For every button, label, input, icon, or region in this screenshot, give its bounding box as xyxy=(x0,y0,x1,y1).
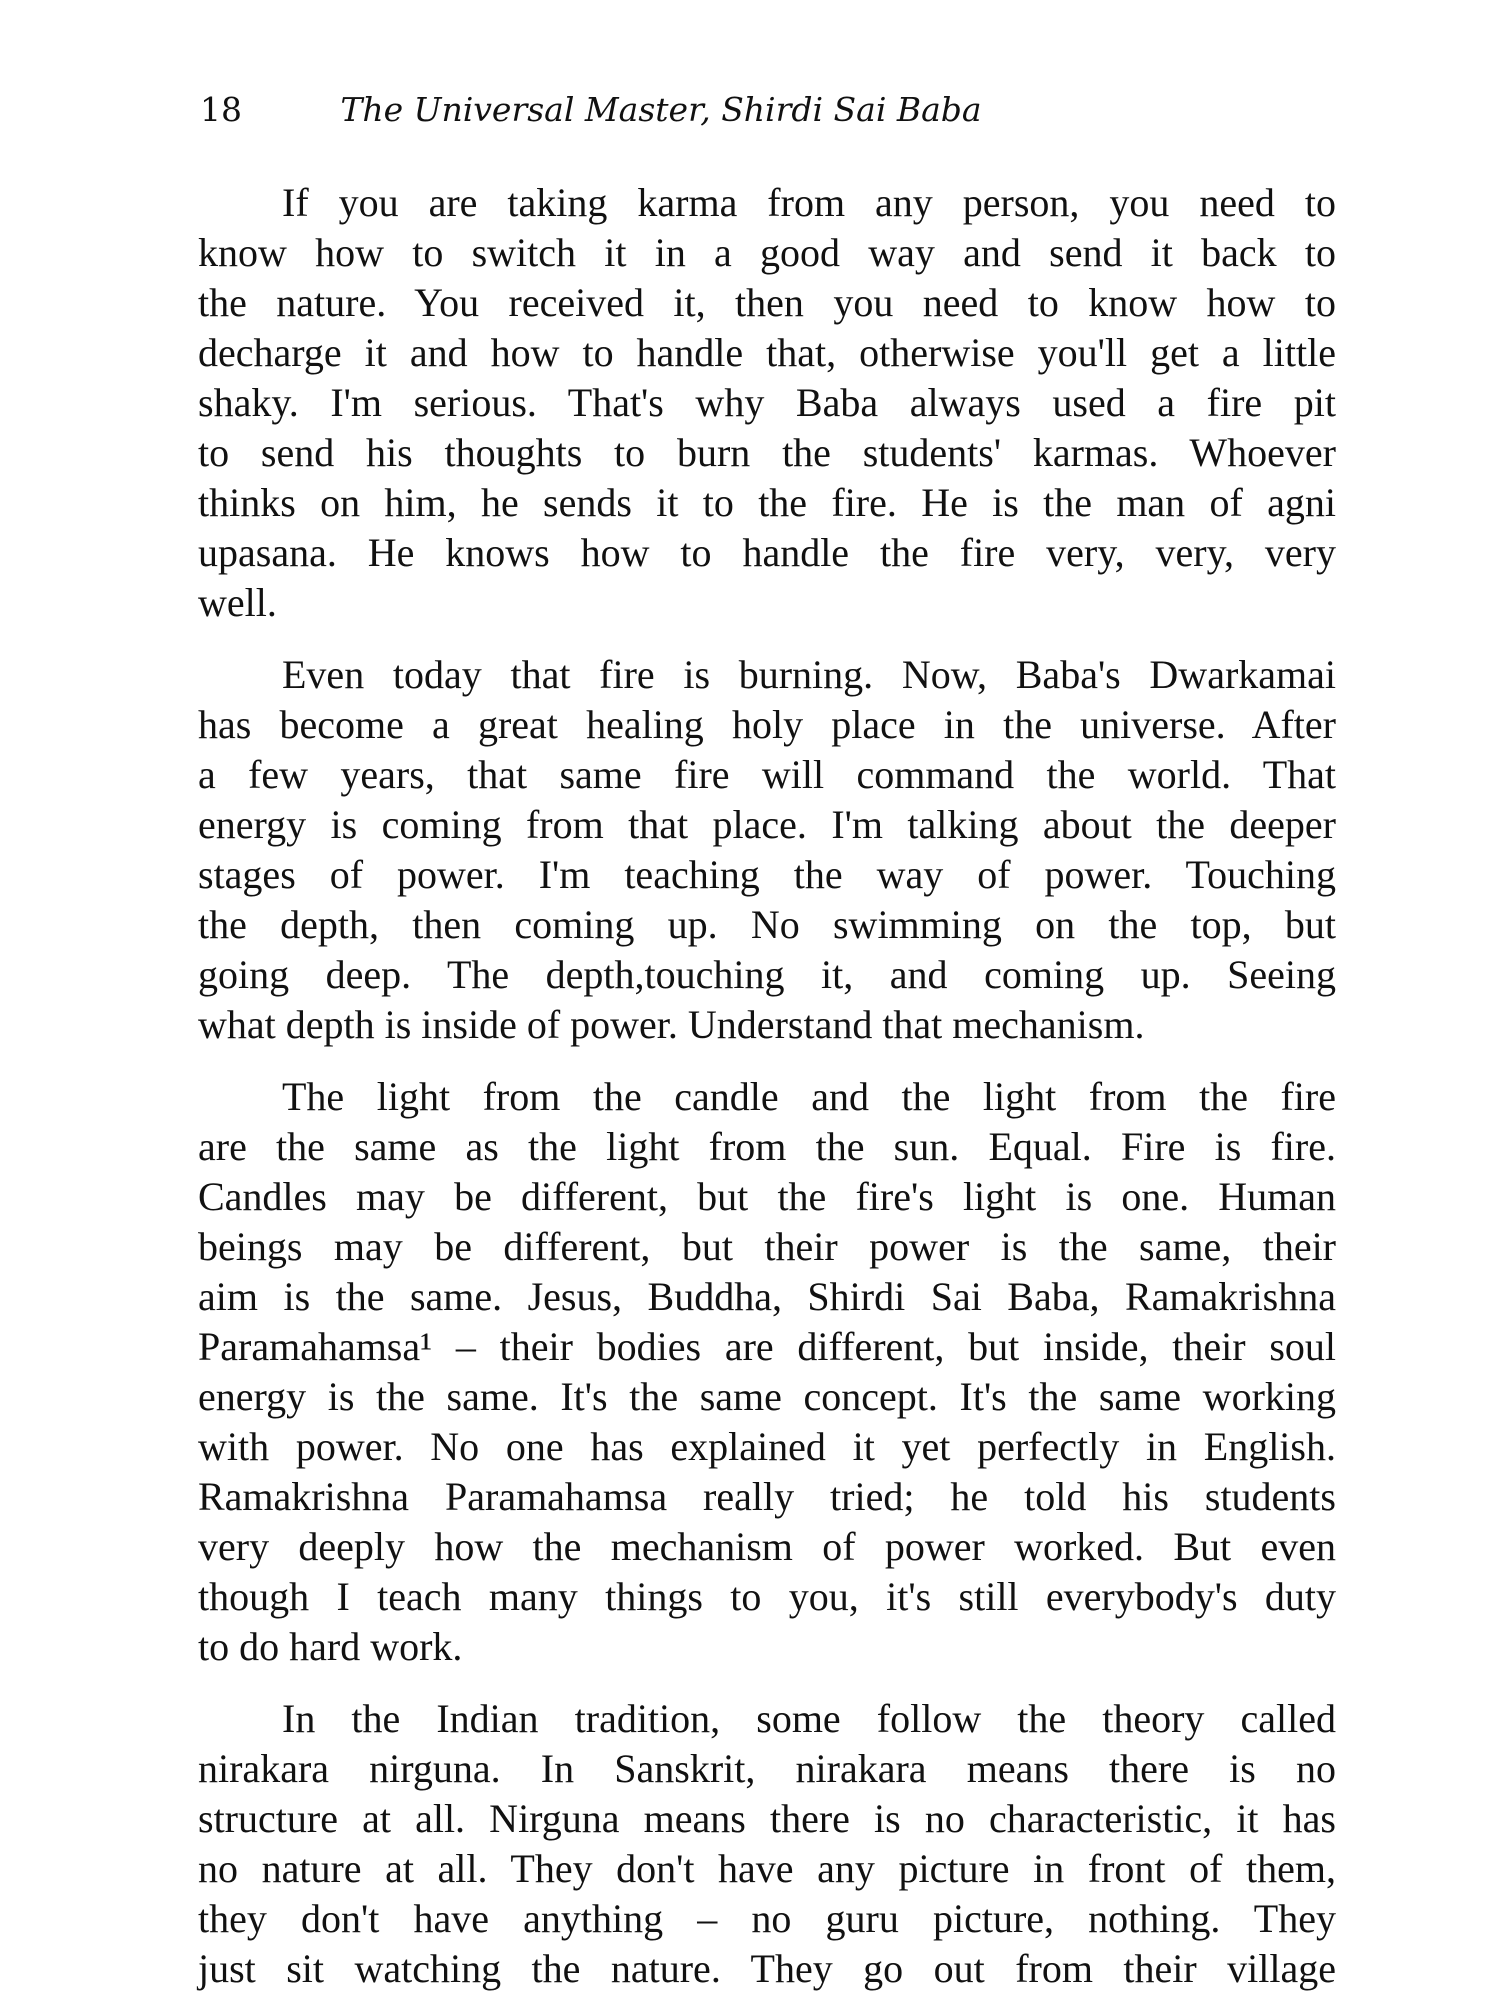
text-line: beings may be different, but their power is the same, their xyxy=(198,1224,1336,1269)
text-line: Even today that fire is burning. Now, Baba's Dwarkamai xyxy=(282,652,1336,697)
paragraph-fire-burning xyxy=(198,650,1336,1050)
text-line: stages of power. I'm teaching the way of power. Touching xyxy=(198,852,1336,897)
text-line: The light from the candle and the light from the fire xyxy=(282,1074,1336,1119)
text-line: shaky. I'm serious. That's why Baba always used a fire pit xyxy=(198,380,1336,425)
text-line: decharge it and how to handle that, otherwise you'll get a little xyxy=(198,330,1336,375)
paragraph-karma xyxy=(198,178,1336,628)
text-line: energy is coming from that place. I'm talking about the deeper xyxy=(198,802,1336,847)
text-line: well. xyxy=(198,580,277,625)
body-text xyxy=(198,178,1336,2016)
text-line: they don't have anything – no guru picture, nothing. They xyxy=(198,1896,1336,1941)
text-line: though I teach many things to you, it's still everybody's duty xyxy=(198,1574,1336,1619)
text-line: to do hard work. xyxy=(198,1624,463,1669)
page-number: 18 xyxy=(200,90,242,129)
text-line: Candles may be different, but the fire's light is one. Human xyxy=(198,1174,1336,1219)
text-line: what depth is inside of power. Understand that mechanism. xyxy=(198,1002,1145,1047)
text-line: know how to switch it in a good way and send it back to xyxy=(198,230,1336,275)
running-header xyxy=(200,84,1082,136)
running-title: The Universal Master, Shirdi Sai Baba xyxy=(340,90,982,129)
text-line: a few years, that same fire will command the world. That xyxy=(198,752,1336,797)
paragraph-light xyxy=(198,1072,1336,1672)
text-line: thinks on him, he sends it to the fire. He is the man of agni xyxy=(198,480,1336,525)
text-line: just sit watching the nature. They go out from their village xyxy=(198,1946,1336,1991)
text-line: energy is the same. It's the same concept. It's the same working xyxy=(198,1374,1336,1419)
paragraph-indian-tradition xyxy=(198,1694,1336,1994)
text-line: the depth, then coming up. No swimming on the top, but xyxy=(198,902,1336,947)
text-line: If you are taking karma from any person, you need to xyxy=(282,180,1336,225)
text-line: In the Indian tradition, some follow the theory called xyxy=(282,1696,1336,1741)
text-line: no nature at all. They don't have any picture in front of them, xyxy=(198,1846,1336,1891)
text-line: going deep. The depth,touching it, and coming up. Seeing xyxy=(198,952,1336,997)
text-line: with power. No one has explained it yet perfectly in English. xyxy=(198,1424,1336,1469)
text-line: nirakara nirguna. In Sanskrit, nirakara means there is no xyxy=(198,1746,1336,1791)
text-line: very deeply how the mechanism of power worked. But even xyxy=(198,1524,1336,1569)
text-line: structure at all. Nirguna means there is no characteristic, it has xyxy=(198,1796,1336,1841)
text-line: Paramahamsa¹ – their bodies are different, but inside, their soul xyxy=(198,1324,1336,1369)
text-line: are the same as the light from the sun. Equal. Fire is fire. xyxy=(198,1124,1336,1169)
text-line: has become a great healing holy place in the universe. After xyxy=(198,702,1336,747)
text-line: aim is the same. Jesus, Buddha, Shirdi Sai Baba, Ramakrishna xyxy=(198,1274,1336,1319)
text-line: to send his thoughts to burn the students' karmas. Whoever xyxy=(198,430,1336,475)
text-line: the nature. You received it, then you need to know how to xyxy=(198,280,1336,325)
text-line: upasana. He knows how to handle the fire very, very, very xyxy=(198,530,1336,575)
text-line: Ramakrishna Paramahamsa really tried; he told his students xyxy=(198,1474,1336,1519)
